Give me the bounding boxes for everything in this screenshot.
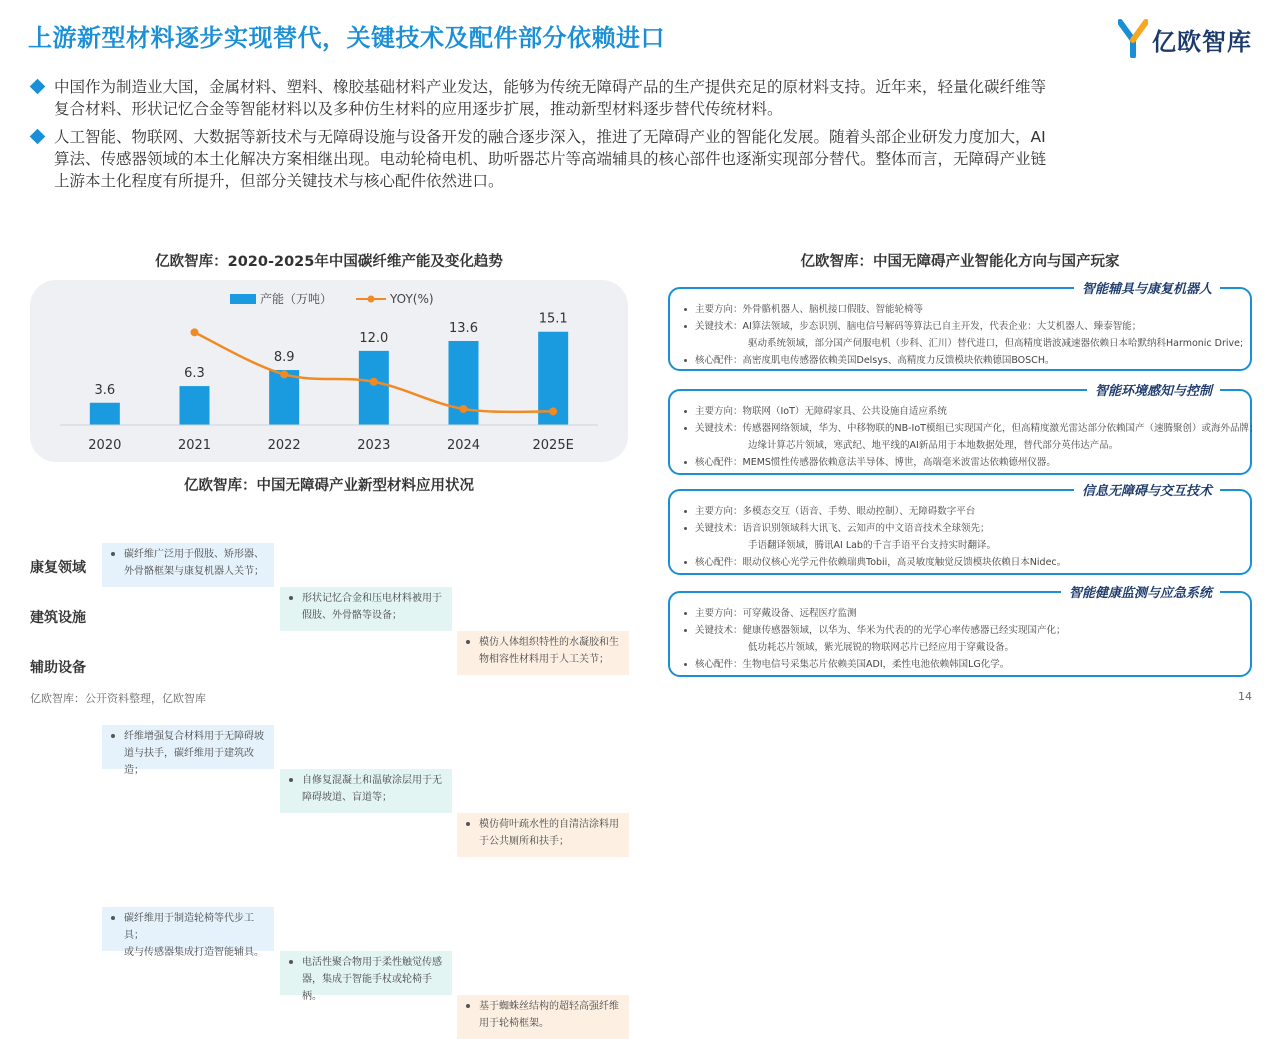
panel-line <box>684 520 990 534</box>
material-cell-line: 器，集成于智能手杖或轮椅手柄。 <box>302 974 432 1002</box>
bullet-dot-icon <box>466 640 470 644</box>
material-cell <box>457 995 629 1039</box>
panel-line <box>684 554 1066 568</box>
panel-line-text: 边缘计算芯片领域，寒武纪、地平线的AI新品用于本地数据处理，替代部分英伟达产品。 <box>748 440 1119 451</box>
material-cell <box>280 769 452 813</box>
panel-line <box>684 656 1009 670</box>
material-cell-line: 或与传感器集成打造智能辅具。 <box>124 947 264 958</box>
panel-line <box>748 537 996 551</box>
panel-tab-label: 信息无障碍与交互技术 <box>1074 480 1220 499</box>
legend-line-label: YOY(%) <box>390 292 434 306</box>
row-label: 康复领域 <box>30 560 86 576</box>
bullet-dot-icon <box>111 734 115 738</box>
bar-value-label: 3.6 <box>94 382 116 398</box>
panel-line <box>684 622 1066 636</box>
panel-tab-label: 智能环境感知与控制 <box>1087 380 1220 399</box>
material-cell-line: 障碍坡道、盲道等； <box>302 792 392 803</box>
legend-bar-swatch <box>230 294 256 304</box>
panel-line-text: 核心配件：MEMS惯性传感器依赖意法半导体、博世，高端毫米波雷达依赖德州仪器。 <box>695 457 1056 468</box>
panel-line-text: 关键技术：传感器网络领域，华为、中移物联的NB-IoT模组已实现国产化，但高精度激光雷达部分依赖国产（速腾聚创）或海外品牌； <box>695 423 1259 434</box>
panel-tab-label: 智能辅具与康复机器人 <box>1074 278 1220 297</box>
diamond-bullet-icon <box>30 129 46 145</box>
material-cell <box>102 543 274 587</box>
bullet-dot-icon <box>684 629 687 632</box>
column-header-bionic <box>457 504 629 534</box>
brand-logo <box>1118 16 1260 60</box>
x-tick-label: 2022 <box>267 438 301 453</box>
direction-panel <box>668 282 1252 371</box>
bar <box>90 403 120 425</box>
panel-line <box>748 335 1243 349</box>
logo-mark-icon <box>1118 18 1148 58</box>
panel-line-text: 关键技术：AI算法领域，步态识别、脑电信号解码等算法已自主开发，代表企业：大艾机器人、臻泰智能； <box>695 321 1142 332</box>
bar <box>359 351 389 425</box>
capacity-chart <box>30 280 628 462</box>
material-cell <box>280 587 452 631</box>
panel-line <box>748 639 1014 653</box>
material-cell <box>457 813 629 857</box>
bar-value-label: 6.3 <box>184 366 205 382</box>
bullet-2-line-3: 上游本土化程度有所提升，但部分关键技术与核心配件依然进口。 <box>54 172 504 190</box>
row-label: 辅助设备 <box>30 660 86 676</box>
panel-line-text: 主要方向：可穿戴设备、远程医疗监测 <box>695 608 857 619</box>
panel-line <box>684 420 1258 434</box>
panel-line-text: 关键技术：健康传感器领域，以华为、华米为代表的的光学心率传感器已经实现国产化； <box>695 625 1066 636</box>
intro-bullets <box>30 76 1255 198</box>
panel-line-text: 手语翻译领域，腾讯AI Lab的千言手语平台支持实时翻译。 <box>748 540 996 551</box>
panel-line <box>684 352 1054 366</box>
page-number: 14 <box>1238 690 1252 703</box>
material-cell-line: 假肢、外骨骼等设备； <box>302 610 402 621</box>
bullet-2 <box>30 126 1255 192</box>
panel-line <box>748 437 1118 451</box>
panel-line <box>684 605 857 619</box>
chart-container <box>30 280 628 462</box>
bullet-dot-icon <box>466 1004 470 1008</box>
bar-value-label: 12.0 <box>359 330 389 346</box>
material-cell <box>457 631 629 675</box>
bar-value-label: 8.9 <box>273 350 295 366</box>
bullet-dot-icon <box>289 960 293 964</box>
bullet-1 <box>30 76 1255 120</box>
material-cell-line: 纤维增强复合材料用于无障碍坡 <box>124 731 264 742</box>
right-section-title: 亿欧智库：中国无障碍产业智能化方向与国产玩家 <box>800 254 1120 270</box>
material-cell-line: 外骨骼框架与康复机器人关节； <box>124 566 264 577</box>
material-cell <box>102 725 274 776</box>
bar <box>180 386 210 425</box>
material-cell <box>280 951 452 1002</box>
x-axis <box>60 425 598 453</box>
bullet-dot-icon <box>684 410 687 413</box>
bullet-dot-icon <box>684 561 687 564</box>
bullet-dot-icon <box>684 527 687 530</box>
bullet-2-line-1: 人工智能、物联网、大数据等新技术与无障碍设施与设备开发的融合逐步深入，推进了无障碍产业的智能化发展。随着头部企业研发力度加大，AI <box>54 128 1046 146</box>
material-cell-line: 道与扶手，碳纤维用于建筑改造； <box>124 748 254 776</box>
panel-line-text: 驱动系统领域，部分国产伺服电机（步科、汇川）替代进口，但高精度谐波减速器依赖日本哈默纳科Harmonic Drive; <box>748 338 1244 349</box>
x-tick-label: 2024 <box>446 438 481 453</box>
panel-tab-label: 智能健康监测与应急系统 <box>1061 582 1220 601</box>
material-cell <box>102 907 274 958</box>
materials-title: 亿欧智库：中国无障碍产业新型材料应用状况 <box>184 478 474 494</box>
bullet-dot-icon <box>684 427 687 430</box>
bullet-dot-icon <box>111 552 115 556</box>
logo-text: 亿欧智库 <box>1152 28 1252 56</box>
panel-line-text: 主要方向：物联网（IoT）无障碍家具、公共设施自适应系统 <box>695 406 947 417</box>
material-cell-line: 基于蜘蛛丝结构的超轻高强纤维 <box>479 1001 619 1012</box>
material-cell-line: 模仿人体组织特性的水凝胶和生 <box>479 637 619 648</box>
panel-line-text: 低功耗芯片领域，紫光展锐的物联网芯片已经应用于穿戴设备。 <box>748 642 1015 653</box>
bullet-dot-icon <box>684 359 687 362</box>
bullet-dot-icon <box>684 461 687 464</box>
material-cell-line: 形状记忆合金和压电材料被用于 <box>302 593 442 604</box>
yoy-point <box>549 407 557 415</box>
x-tick-label: 2021 <box>177 438 212 453</box>
direction-panel <box>668 484 1252 575</box>
panel-line-text: 主要方向：多模态交互（语音、手势、眼动控制）、无障碍数字平台 <box>695 506 976 517</box>
bar-value-label: 15.1 <box>538 311 568 327</box>
material-cell-line: 碳纤维用于制造轮椅等代步工具； <box>124 913 254 941</box>
legend-line-marker <box>368 296 375 303</box>
diamond-bullet-icon <box>30 79 46 95</box>
bullet-dot-icon <box>684 663 687 666</box>
bullet-2-line-2: 算法、传感器领域的本土化解决方案相继出现。电动轮椅电机、助听器芯片等高端辅具的核心部件也逐渐实现部分替代。整体而言，无障碍产业链 <box>54 150 1047 168</box>
column-header-label: 仿生材料 <box>515 511 571 527</box>
bullet-dot-icon <box>684 510 687 513</box>
panel-line <box>684 318 1141 332</box>
bullet-dot-icon <box>289 778 293 782</box>
material-cell-line: 碳纤维广泛用于假肢、矫形器、 <box>124 549 264 560</box>
bullet-1-line-1: 中国作为制造业大国，金属材料、塑料、橡胶基础材料产业发达，能够为传统无障碍产品的生产提供充足的原材料支持。近年来，轻量化碳纤维等 <box>54 78 1047 96</box>
chart-title: 亿欧智库：2020-2025年中国碳纤维产能及变化趋势 <box>155 254 503 270</box>
column-header-smart <box>280 504 452 534</box>
x-tick-label: 2023 <box>357 438 391 453</box>
column-header-composite <box>102 504 274 534</box>
panel-line-text: 关键技术：语音识别领域科大讯飞、云知声的中文语音技术全球领先； <box>695 523 990 534</box>
panel-line-text: 主要方向：外骨骼机器人、脑机接口假肢、智能轮椅等 <box>695 304 924 315</box>
material-cell-line: 物相容性材料用于人工关节； <box>479 654 609 665</box>
legend-bar-label: 产能（万吨） <box>260 292 333 306</box>
bullet-dot-icon <box>466 822 470 826</box>
panel-line <box>684 403 947 417</box>
panel-line <box>684 454 1056 468</box>
bullet-dot-icon <box>111 916 115 920</box>
chart-legend <box>230 291 434 306</box>
yoy-point <box>370 378 378 386</box>
column-header-label: 智能材料 <box>338 511 394 527</box>
page-title: 上游新型材料逐步实现替代，关键技术及配件部分依赖进口 <box>28 24 665 52</box>
yoy-point <box>191 328 199 336</box>
panel-line <box>684 301 923 315</box>
bullet-1-line-2: 复合材料、形状记忆合金等智能材料以及多种仿生材料的应用逐步扩展，推动新型材料逐步替代传统材料。 <box>54 100 783 118</box>
bar-value-label: 13.6 <box>449 321 478 336</box>
panel-line <box>684 503 975 517</box>
bullet-dot-icon <box>289 596 293 600</box>
bullet-dot-icon <box>684 325 687 328</box>
yoy-point <box>280 370 288 378</box>
row-label: 建筑设施 <box>30 610 86 626</box>
direction-panel <box>668 586 1252 677</box>
panel-line-text: 核心配件：生物电信号采集芯片依赖美国ADI，柔性电池依赖韩国LG化学。 <box>695 659 1010 670</box>
yoy-point <box>460 405 468 413</box>
source-note: 亿欧智库：公开资料整理，亿欧智库 <box>30 692 206 705</box>
panel-line-text: 核心配件：高密度肌电传感器依赖美国Delsys、高精度力反馈模块依赖德国BOSCH。 <box>695 355 1055 366</box>
material-cell-line: 电活性聚合物用于柔性触觉传感 <box>302 957 442 968</box>
column-header-label: 复合材料 <box>160 511 216 527</box>
material-cell-line: 模仿荷叶疏水性的自清洁涂料用 <box>479 819 619 830</box>
bar-series <box>90 312 568 425</box>
material-cell-line: 自修复混凝土和温敏涂层用于无 <box>302 775 442 786</box>
bullet-dot-icon <box>684 308 687 311</box>
material-cell-line: 用于轮椅框架。 <box>479 1018 549 1029</box>
x-tick-label: 2020 <box>88 438 122 453</box>
material-cell-line: 于公共厕所和扶手； <box>479 836 569 847</box>
bullet-dot-icon <box>684 612 687 615</box>
x-tick-label: 2025E <box>532 438 574 453</box>
panel-line-text: 核心配件：眼动仪核心光学元件依赖瑞典Tobii，高灵敏度触觉反馈模块依赖日本Nidec。 <box>695 557 1067 568</box>
direction-panel <box>668 384 1259 475</box>
